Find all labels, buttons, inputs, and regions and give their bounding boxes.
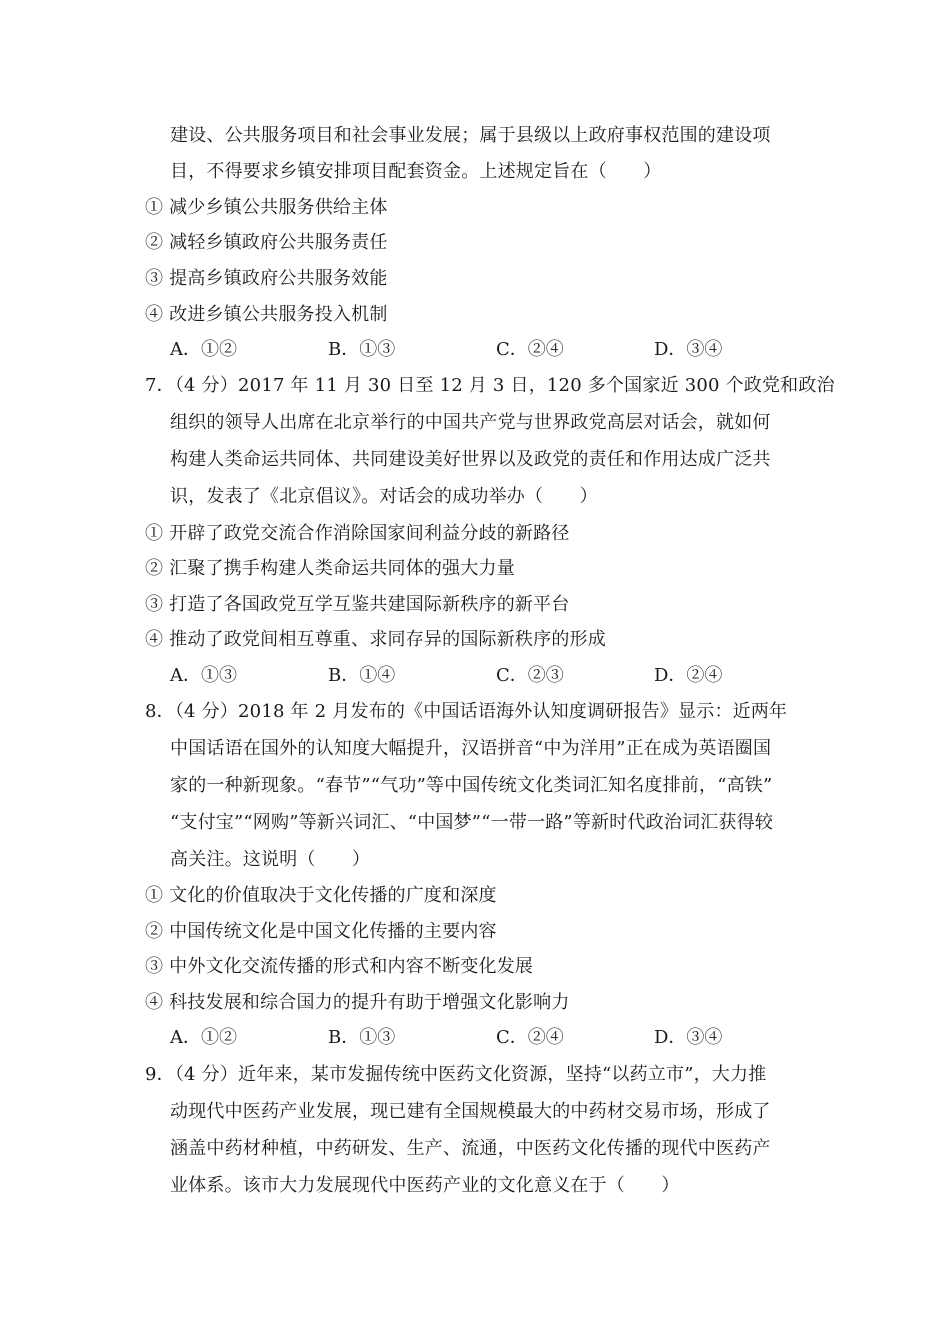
q7-choice-a[interactable]: A．①③ — [170, 665, 237, 686]
q8-option-3: ③ 中外文化交流传播的形式和内容不断变化发展 — [145, 956, 534, 977]
q7-option-4: ④ 推动了政党间相互尊重、求同存异的国际新秩序的形成 — [145, 629, 606, 650]
q8-choice-d[interactable]: D．③④ — [654, 1027, 723, 1048]
q7-stem-line: 7．（4 分）2017 年 11 月 30 日至 12 月 3 日，120 多个国家近 300 个政党和政治 — [145, 375, 835, 396]
q9-stem-line: 业体系。该市大力发展现代中医药产业的文化意义在于（ ） — [170, 1175, 680, 1196]
q8-option-1: ① 文化的价值取决于文化传播的广度和深度 — [145, 885, 497, 906]
q6-choice-a[interactable]: A．①② — [170, 339, 237, 360]
q6-option-1: ① 减少乡镇公共服务供给主体 — [145, 197, 388, 218]
q7-stem-line: 识，发表了《北京倡议》。对话会的成功举办（ ） — [170, 486, 598, 507]
q9-stem-line: 9．（4 分）近年来，某市发掘传统中医药文化资源，坚持“以药立市”，大力推 — [145, 1064, 767, 1085]
q6-option-3: ③ 提高乡镇政府公共服务效能 — [145, 268, 388, 289]
q6-choice-b[interactable]: B．①③ — [328, 339, 396, 360]
q8-stem-line: 家的一种新现象。“春节”“气功”等中国传统文化类词汇知名度排前，“高铁” — [170, 775, 773, 796]
q6-choice-d[interactable]: D．③④ — [654, 339, 723, 360]
q8-choice-c[interactable]: C．②④ — [496, 1027, 564, 1048]
q8-stem-line: 中国话语在国外的认知度大幅提升，汉语拼音“中为洋用”正在成为英语圈国 — [170, 738, 772, 759]
q7-option-3: ③ 打造了各国政党互学互鉴共建国际新秩序的新平台 — [145, 594, 570, 615]
q8-option-4: ④ 科技发展和综合国力的提升有助于增强文化影响力 — [145, 992, 570, 1013]
q7-option-2: ② 汇聚了携手构建人类命运共同体的强大力量 — [145, 558, 515, 579]
q6-choice-c[interactable]: C．②④ — [496, 339, 564, 360]
q7-option-1: ① 开辟了政党交流合作消除国家间利益分歧的新路径 — [145, 523, 570, 544]
q9-stem-line: 动现代中医药产业发展，现已建有全国规模最大的中药材交易市场，形成了 — [170, 1101, 771, 1122]
q8-stem-line: 8．（4 分）2018 年 2 月发布的《中国话语海外认知度调研报告》显示：近两年 — [145, 701, 788, 722]
q7-stem-line: 构建人类命运共同体、共同建设美好世界以及政党的责任和作用达成广泛共 — [170, 449, 771, 470]
q7-choice-d[interactable]: D．②④ — [654, 665, 723, 686]
q8-choice-b[interactable]: B．①③ — [328, 1027, 396, 1048]
q7-stem-line: 组织的领导人出席在北京举行的中国共产党与世界政党高层对话会，就如何 — [170, 412, 771, 433]
q8-choice-a[interactable]: A．①② — [170, 1027, 237, 1048]
q6-option-4: ④ 改进乡镇公共服务投入机制 — [145, 304, 388, 325]
q8-stem-line: 高关注。这说明（ ） — [170, 849, 371, 870]
q7-choice-c[interactable]: C．②③ — [496, 665, 564, 686]
q8-stem-line: “支付宝”“网购”等新兴词汇、“中国梦”“一带一路”等新时代政治词汇获得较 — [170, 812, 774, 833]
q8-option-2: ② 中国传统文化是中国文化传播的主要内容 — [145, 921, 497, 942]
q7-choice-b[interactable]: B．①④ — [328, 665, 396, 686]
q6-option-2: ② 减轻乡镇政府公共服务责任 — [145, 232, 388, 253]
q6-text-line: 建设、公共服务项目和社会事业发展；属于县级以上政府事权范围的建设项 — [170, 125, 771, 146]
q6-text-line: 目，不得要求乡镇安排项目配套资金。上述规定旨在（ ） — [170, 161, 662, 182]
q9-stem-line: 涵盖中药材种植，中药研发、生产、流通，中医药文化传播的现代中医药产 — [170, 1138, 771, 1159]
